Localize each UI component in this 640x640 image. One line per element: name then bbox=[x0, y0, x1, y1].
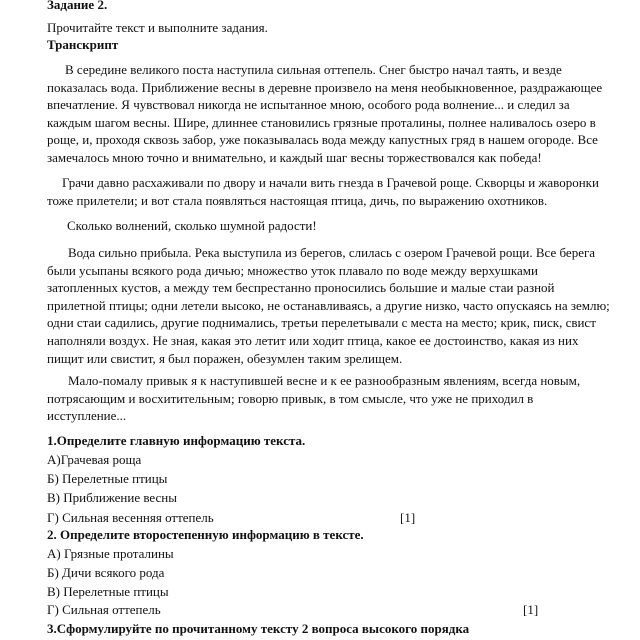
paragraph-line: были усыпаны всякого рода дичью; множество уток плавало по воде между верхушками bbox=[47, 262, 538, 278]
task-instruction: Прочитайте текст и выполните задания. bbox=[47, 20, 268, 35]
question-2-title: 2. Определите второстепенную информацию в тексте. bbox=[47, 527, 364, 542]
paragraph-line: Грачи давно расхаживали по двору и начали вить гнезда в Грачевой роще. Скворцы и жаворонки bbox=[62, 175, 599, 190]
question-1-option-c: В) Приближение весны bbox=[47, 490, 177, 505]
paragraph-2 bbox=[47, 174, 599, 209]
paragraph-line: тоже прилетели; и вот стала появляться настоящая птица, дичь, по выражению охотников. bbox=[47, 192, 548, 208]
paragraph-line: Вода сильно прибыла. Река выступила из берегов, слилась с озером Грачевой рощи. Все берега bbox=[68, 245, 596, 260]
paragraph-line: В середине великого поста наступила сильная оттепель. Снег быстро начал таять, и везде bbox=[65, 62, 562, 77]
paragraph-5 bbox=[47, 372, 587, 425]
paragraph-line: каждым шагом весны. Шире, длиннее становились грязные проталины, полнее наливалось озеро в bbox=[47, 114, 596, 130]
paragraph-4 bbox=[47, 244, 610, 367]
paragraph-line: прилетной птицы; одни летели высоко, не останавливаясь, а другие низко, часто опускаясь на землю; bbox=[47, 297, 610, 313]
paragraph-line: показалась вода. Приближение весны в деревне произвело на меня необыкновенное, раздражающее bbox=[47, 79, 603, 95]
paragraph-1 bbox=[47, 61, 603, 167]
question-1-option-d: Г) Сильная весенняя оттепель bbox=[47, 510, 214, 525]
question-1-title: 1.Определите главную информацию текста. bbox=[47, 433, 306, 448]
question-2-mark: [1] bbox=[523, 602, 539, 617]
question-2-option-a: А) Грязные проталины bbox=[47, 546, 174, 561]
question-1-option-a: А)Грачевая роща bbox=[47, 452, 142, 467]
paragraph-3 bbox=[47, 217, 587, 235]
paragraph-line: потрясающим и восхитительным; говорю привык, в том смысле, что уже не приходил в bbox=[47, 390, 534, 406]
question-1-option-b: Б) Перелетные птицы bbox=[47, 471, 168, 486]
paragraph-line: Мало-помалу привык я к наступившей весне и к ее разнообразным явлениям, всегда новым, bbox=[68, 373, 581, 388]
paragraph-line: наполняли воздух. Не зная, какая это летит или ходит птица, какое ее достоинство, какая из них bbox=[47, 332, 579, 348]
paragraph-line: роще, и, проходя сквозь забор, уже показывалась вода между капустных гряд в нашем огороде. Все bbox=[47, 132, 598, 148]
paragraph-line: затопленных кустов, а между тем беспрестанно проносились большие и малые стаи разной bbox=[47, 280, 555, 296]
question-2-option-c: В) Перелетные птицы bbox=[47, 584, 169, 599]
question-1-mark: [1] bbox=[400, 510, 416, 525]
question-3-title: 3.Сформулируйте по прочитанному тексту 2 вопроса высокого порядка bbox=[47, 621, 470, 636]
paragraph-line: замечалось мною точно и внимательно, и каждый шаг весны торжествовался как победа! bbox=[47, 149, 542, 165]
task-title: Задание 2. bbox=[47, 0, 108, 12]
paragraph-line: впечатление. Я чувствовал никогда не испытанное мною, особого рода волнение... и следил за bbox=[47, 97, 570, 113]
paragraph-line: исступление... bbox=[47, 408, 127, 424]
paragraph-line: Сколько волнений, сколько шумной радости! bbox=[67, 218, 317, 233]
question-2-option-d: Г) Сильная оттепель bbox=[47, 602, 161, 617]
paragraph-line: пищит или свистит, я был поражен, обезумлен таким зрелищем. bbox=[47, 350, 403, 366]
transcript-label: Транскрипт bbox=[47, 37, 119, 52]
question-2-option-b: Б) Дичи всякого рода bbox=[47, 565, 165, 580]
paragraph-line: одни стаи садились, другие поднимались, третьи перелетывали с места на место; крик, писк, свист bbox=[47, 315, 596, 331]
